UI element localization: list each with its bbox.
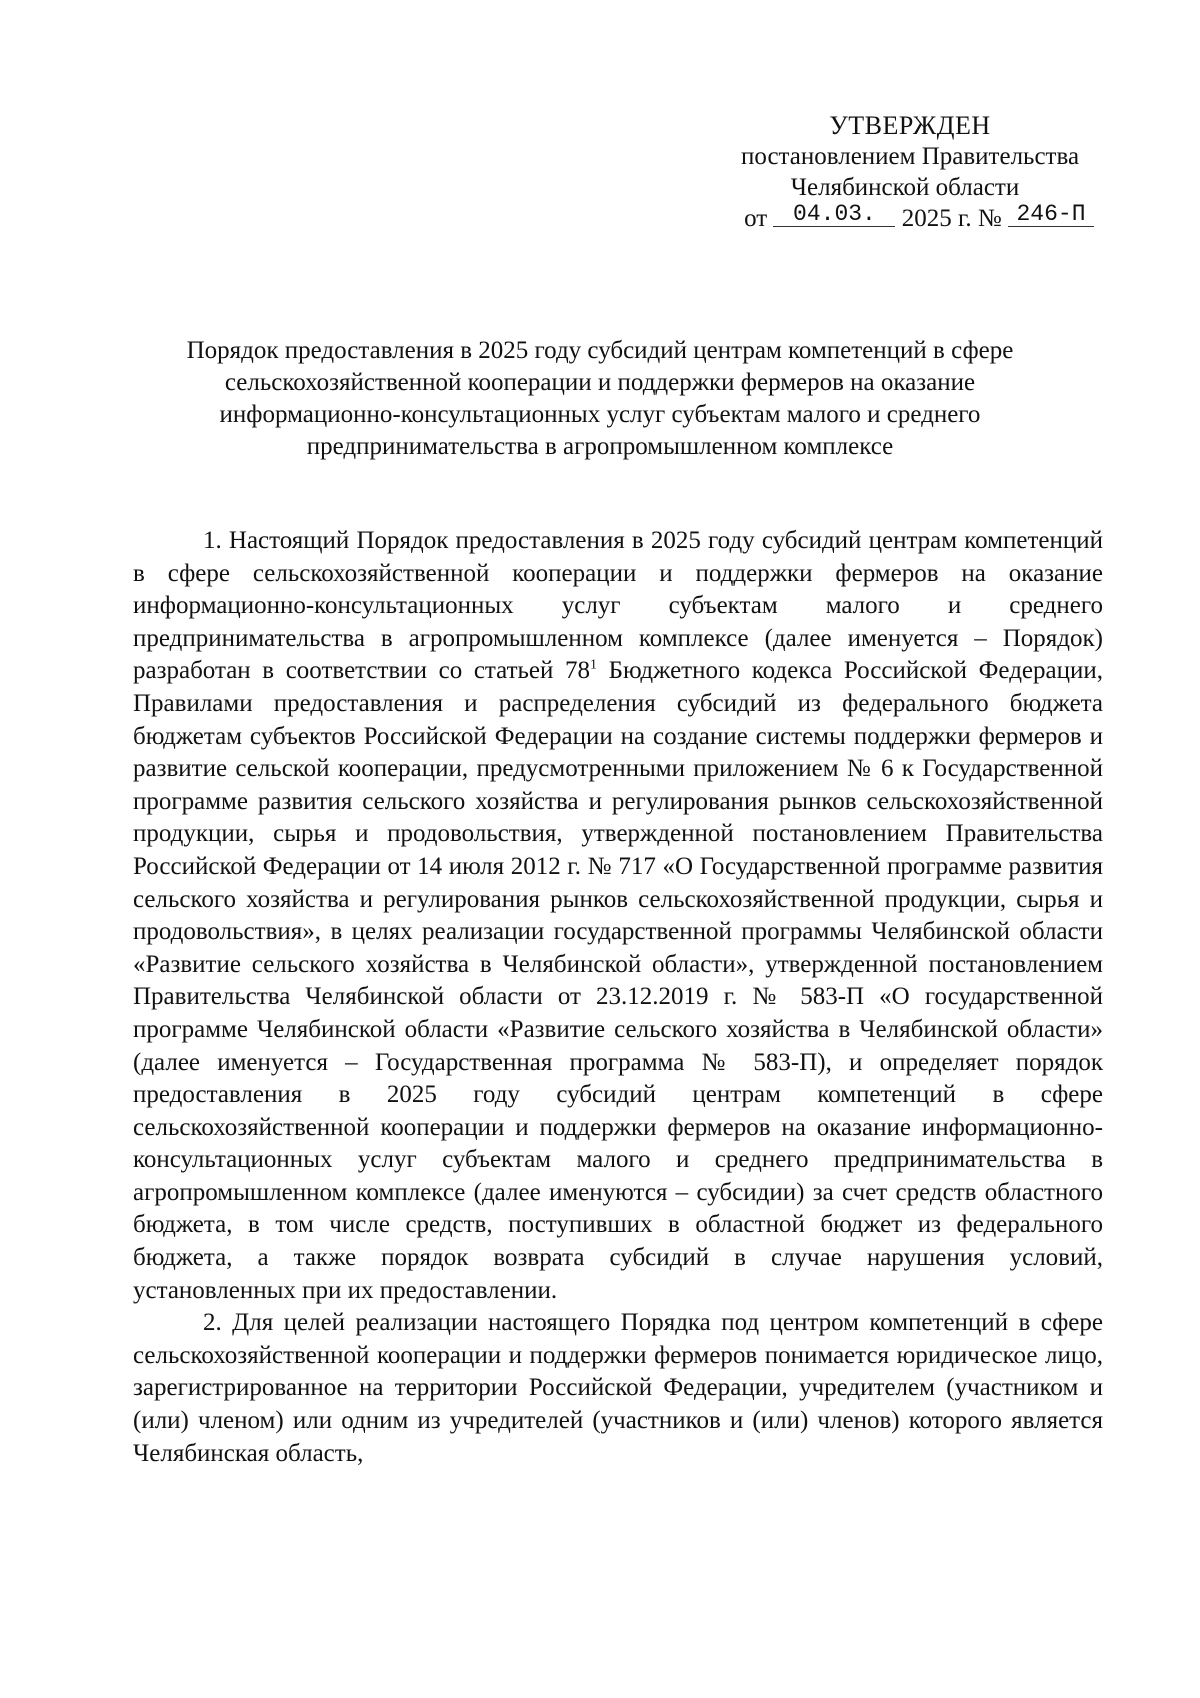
- approval-stamp-block: [700, 110, 1100, 234]
- approval-title: УТВЕРЖДЕН: [829, 111, 991, 140]
- approval-year-number-label: 2025 г. №: [901, 205, 1002, 232]
- approval-date-handwritten: 04.03.: [773, 202, 895, 227]
- document-title-line: предпринимательства в агропромышленном комплексе: [306, 433, 894, 460]
- document-title-line: сельскохозяйственной кооперации и поддержки фермеров на оказание: [224, 369, 976, 396]
- paragraph-1: [133, 525, 1103, 1307]
- document-body: [133, 525, 1103, 1470]
- approval-line-region: Челябинской области: [790, 174, 1020, 201]
- paragraph-2: 2. Для целей реализации настоящего Порядка под центром компетенций в сфере сельскохозяйственной кооперации и поддержки фермеров понимается юридическое лицо, зарегистрированное на территории Российской Федерации, учредителем (участником и (или) членом) или одним из учредителей (участников и (или) членов) которого является Челябинская область,: [133, 1309, 1103, 1467]
- document-title-line: информационно-консультационных услуг субъектам малого и среднего: [219, 401, 981, 428]
- approval-date-number-line: [700, 203, 1100, 234]
- approval-line-resolution: постановлением Правительства: [740, 143, 1080, 170]
- article-superscript: 1: [590, 658, 598, 674]
- document-title-line: Порядок предоставления в 2025 году субсидий центрам компетенций в сфере: [186, 337, 1014, 364]
- document-title: [120, 335, 1080, 463]
- approval-from-prefix: от: [744, 205, 768, 232]
- paragraph-1-text-b: Бюджетного кодекса Российской Федерации, Правилами предоставления и распределения субсидий из федерального бюджета бюджетам субъектов Российской Федерации на создание системы поддержки фермеров и развитие сельской кооперации, предусмотренными приложением № 6 к Государственной программе развития сельского хозяйства и регулирования рынков сельскохозяйственной продукции, сырья и продовольствия, утвержденной постановлением Правительства Российской Федерации от 14 июля 2012 г. № 717 «О Государственной программе развития сельского хозяйства и регулирования рынков сельскохозяйственной продукции, сырья и продовольствия», в целях реализации государственной программы Челябинской области «Развитие сельского хозяйства в Челябинской области», утвержденной постановлением Правительства Челябинской области от 23.12.2019 г. № 583-П «О государственной программе Челябинской области «Развитие сельского хозяйства в Челябинской области» (далее именуется – Государственная программа № 583-П), и определяет порядок предоставления в 2025 году субсидий центрам компетенций в сфере сельскохозяйственной кооперации и поддержки фермеров на оказание информационно-консультационных услуг субъектам малого и среднего предпринимательства в агропромышленном комплексе (далее именуются – субсидии) за счет средств областного бюджета, в том числе средств, поступивших в областной бюджет из федерального бюджета, а также порядок возврата субсидий в случае нарушения условий, установленных при их предоставлении.: [133, 657, 1103, 1304]
- approval-number-handwritten: 246-П: [1008, 202, 1094, 227]
- paragraph-1-text-a: 1. Настоящий Порядок предоставления в 2025 году субсидий центрам компетенций в сфере сельскохозяйственной кооперации и поддержки фермеров на оказание информационно-консультационных услуг субъектам малого и среднего предпринимательства в агропромышленном комплексе (далее именуется – Порядок) разработан в соответствии со статьей 78: [133, 527, 1103, 685]
